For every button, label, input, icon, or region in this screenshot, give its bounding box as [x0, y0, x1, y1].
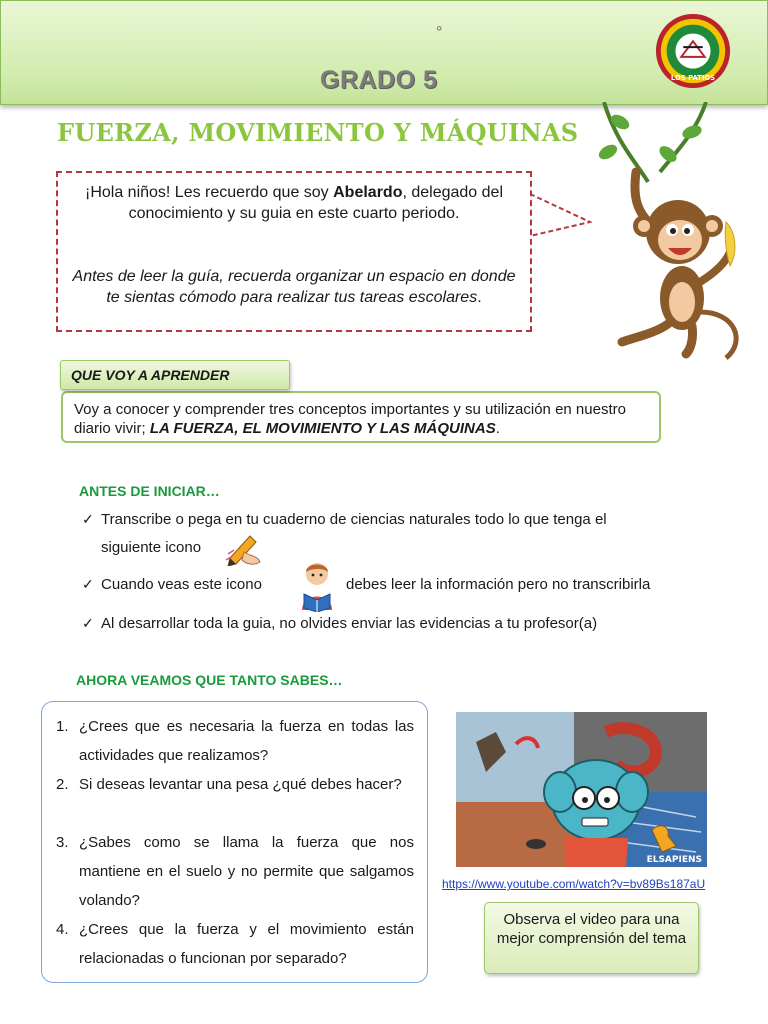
questions-box [41, 701, 428, 983]
question-item: 3. ¿Sabes como se llama la fuerza que nos mantiene en el suelo y no permite que salgamos volando? [56, 834, 414, 909]
list-item: ✓ Al desarrollar toda la guia, no olvides enviar las evidencias a tu profesor(a) [82, 615, 598, 632]
page-title: FUERZA, MOVIMIENTO Y MÁQUINAS [57, 118, 579, 147]
video-thumbnail[interactable] [456, 712, 707, 867]
greeting-text: ¡Hola niños! Les recuerdo que soy Abelardo, delegado del conocimiento y su guia en este cuarto periodo. [84, 184, 503, 222]
question-item: 2. Si deseas levantar una pesa ¿qué debes hacer? [56, 776, 402, 793]
greeting-bubble [56, 171, 532, 332]
svg-text:LOS PATIOS: LOS PATIOS [670, 74, 716, 83]
learning-goal-tab: QUE VOY A APRENDER [60, 360, 290, 390]
list-item: ✓ Transcribe o pega en tu cuaderno de ciencias naturales todo lo que tenga el siguiente icono [82, 511, 607, 556]
check-icon: ✓ [82, 615, 94, 631]
before-start-heading: ANTES DE INICIAR… [79, 483, 220, 499]
learning-goal-concepts: LA FUERZA, EL MOVIMIENTO Y LAS MÁQUINAS [149, 420, 496, 437]
check-icon: ✓ [82, 511, 94, 527]
child-reading-icon [296, 560, 338, 612]
question-item: 4. ¿Crees que la fuerza y el movimiento están relacionadas o funcionan por separado? [56, 921, 414, 967]
question-item: 1. ¿Crees que es necesaria la fuerza en todas las actividades que realizamos? [56, 718, 414, 764]
grade-title: GRADO 5 [320, 66, 438, 94]
header-dot: ° [436, 24, 443, 41]
pencil-writing-icon [224, 532, 262, 566]
speech-bubble-tail [528, 190, 592, 240]
monkey-illustration [596, 102, 756, 364]
greeting-italic-text: Antes de leer la guía, recuerda organizar un espacio en donde te sientas cómodo para realizar tus tareas escolares. [72, 268, 516, 306]
video-note: Observa el video para una mejor comprensión del tema [484, 902, 699, 974]
quiz-heading: AHORA VEAMOS QUE TANTO SABES… [76, 672, 343, 688]
video-watermark: ELSAPIENS [646, 855, 702, 865]
list-item: ✓ Cuando veas este icono debes leer la información pero no transcribirla [82, 576, 651, 593]
learning-goal-box: Voy a conocer y comprender tres conceptos importantes y su utilización en nuestro diario vivir; LA FUERZA, EL MOVIMIENTO Y LAS MÁQUINAS. [61, 391, 661, 443]
school-seal-logo [654, 12, 732, 90]
video-link[interactable]: https://www.youtube.com/watch?v=bv89Bs187aU [442, 877, 706, 891]
check-icon: ✓ [82, 576, 94, 592]
teacher-name: Abelardo [333, 184, 403, 201]
